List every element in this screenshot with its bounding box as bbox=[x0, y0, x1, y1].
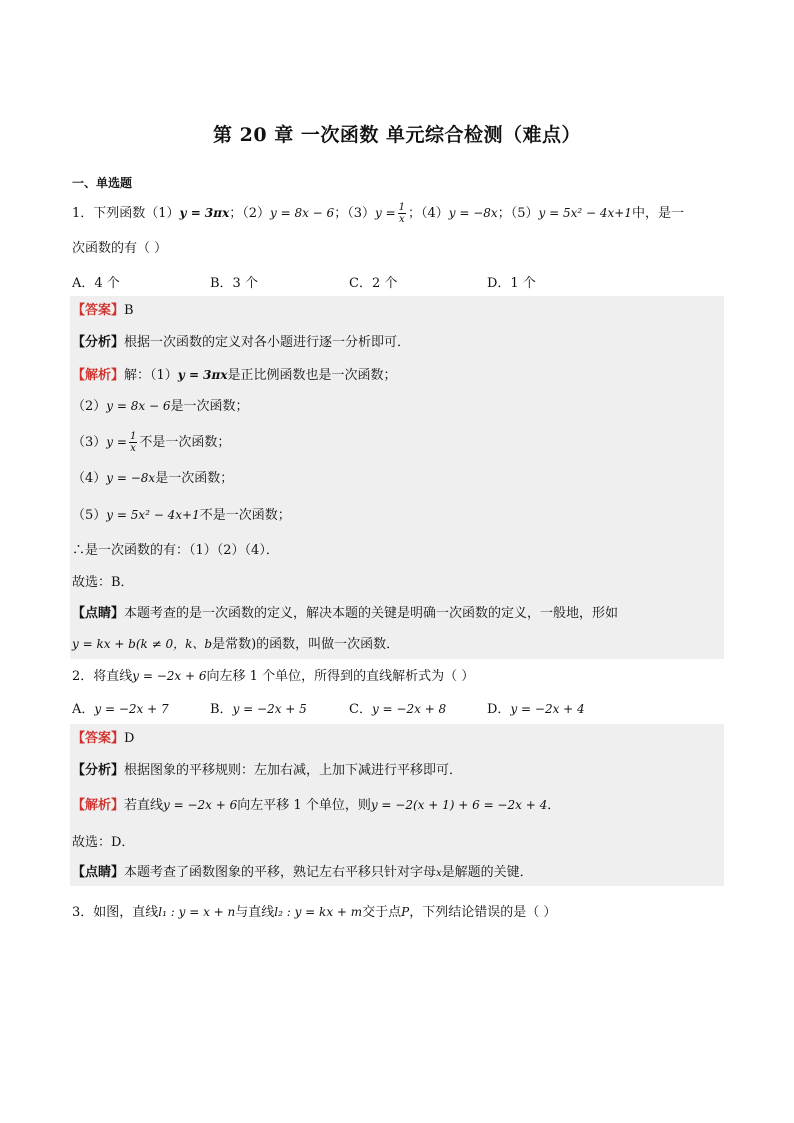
q1-solution-2: （2）y = 8x − 6是一次函数； bbox=[72, 399, 249, 414]
q1-solution-1: 【解析】解：（1）y = 3πx是正比例函数也是一次函数； bbox=[72, 368, 397, 383]
q2-option-a: A．y = −2x + 7 bbox=[72, 702, 169, 717]
q1-option-d: D．1 个 bbox=[487, 276, 536, 291]
q1-stem-line2: 次函数的有（ ） bbox=[72, 241, 168, 256]
q2-answer: 【答案】D bbox=[72, 731, 135, 746]
q1-option-a: A．4 个 bbox=[72, 276, 120, 291]
q1-analysis: 【分析】根据一次函数的定义对各小题进行逐一分析即可． bbox=[72, 335, 411, 350]
section-heading: 一、单选题 bbox=[72, 176, 133, 190]
q1-answer: 【答案】B bbox=[72, 303, 134, 318]
q2-analysis: 【分析】根据图象的平移规则：左加右减，上加下减进行平移即可． bbox=[72, 763, 463, 778]
q2-stem: 2．将直线y = −2x + 6向左移 1 个单位，所得到的直线解析式为（ ） bbox=[72, 669, 475, 684]
q1-solution-3: （3）y = $\frac{1}{x}$ 不是一次函数； bbox=[72, 431, 231, 454]
q2-option-d: D．y = −2x + 4 bbox=[487, 702, 585, 717]
q1-solution-4: （4）y = −8x是一次函数； bbox=[72, 471, 234, 486]
page-title: 第 20 章 一次函数 单元综合检测（难点） bbox=[213, 124, 581, 146]
q2-comment: 【点睛】本题考查了函数图象的平移，熟记左右平移只针对字母x是解题的关键． bbox=[72, 865, 533, 880]
fraction: $\frac{1}{x}$ bbox=[129, 431, 137, 454]
q1-option-b: B．3 个 bbox=[210, 276, 258, 291]
q1-solution-6: ∴是一次函数的有：（1）（2）（4）． bbox=[72, 543, 279, 558]
q2-solution-2: 故选：D． bbox=[72, 835, 135, 850]
q1-solution-7: 故选：B． bbox=[72, 575, 134, 590]
q2-solution-1: 【解析】若直线y = −2x + 6向左平移 1 个单位，则y = −2(x + 1) + 6 = −2x + 4． bbox=[72, 798, 561, 813]
q2-option-c: C．y = −2x + 8 bbox=[349, 702, 447, 717]
q1-option-c: C．2 个 bbox=[349, 276, 398, 291]
q3-stem: 3．如图，直线l₁ : y = x + n与直线l₂ : y = kx + m交于点P，下列结论错误的是（ ） bbox=[72, 905, 557, 920]
q1-stem: 1．下列函数（1）y = 3πx；（2）y = 8x − 6；（3）y = $\frac{1}{x}$ ；（4）y = −8x；（5）y = 5x² − 4x+1中，是一 bbox=[72, 202, 684, 225]
q2-option-b: B．y = −2x + 5 bbox=[210, 702, 307, 717]
q1-comment-2: y = kx + b(k ≠ 0，k、b是常数)的函数，叫做一次函数． bbox=[72, 637, 400, 652]
fraction: $\frac{1}{x}$ bbox=[398, 202, 405, 225]
q1-comment-1: 【点睛】本题考查的是一次函数的定义，解决本题的关键是明确一次函数的定义，一般地，形如 bbox=[72, 606, 619, 621]
q1-solution-5: （5）y = 5x² − 4x+1不是一次函数； bbox=[72, 508, 291, 523]
